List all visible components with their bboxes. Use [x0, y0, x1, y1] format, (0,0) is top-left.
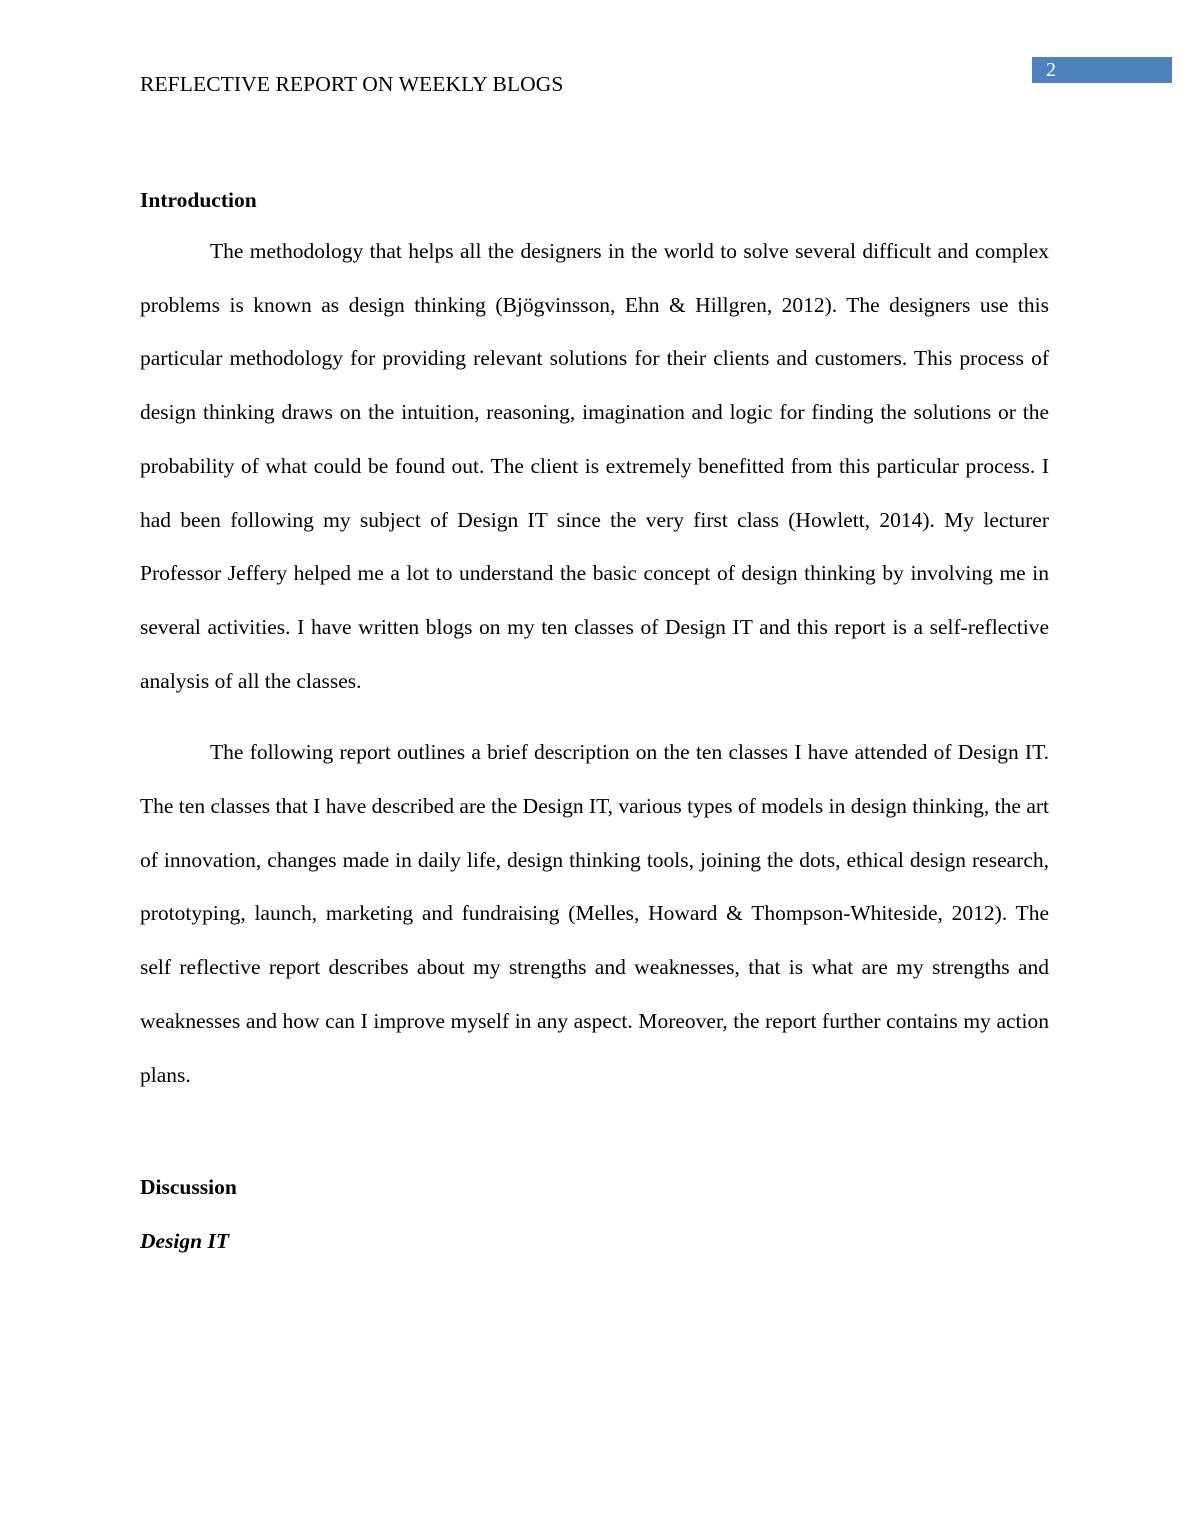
document-body: [140, 185, 1049, 1256]
running-head: REFLECTIVE REPORT ON WEEKLY BLOGS: [140, 72, 564, 96]
page-number: 2: [1032, 57, 1172, 83]
introduction-heading: Introduction: [140, 188, 257, 212]
discussion-heading: Discussion: [140, 1175, 237, 1200]
introduction-paragraph-2: The following report outlines a brief description on the ten classes I have attended of Design IT. The ten classes that I have described are the Design IT, various types of models in design thinking, the art of innovation, changes made in daily life, design thinking tools, joining the dots, ethical design research, prototyping, launch, marketing and fundraising (Melles, Howard & Thompson-Whiteside, 2012). The self reflective report describes about my strengths and weaknesses, that is what are my strengths and weaknesses and how can I improve myself in any aspect. Moreover, the report further contains my action plans.: [140, 740, 1049, 1087]
design-it-subheading: Design IT: [140, 1229, 229, 1254]
introduction-paragraph-1: The methodology that helps all the designers in the world to solve several difficult and complex problems is known as design thinking (Bjögvinsson, Ehn & Hillgren, 2012). The designers use this particular methodology for providing relevant solutions for their clients and customers. This process of design thinking draws on the intuition, reasoning, imagination and logic for finding the solutions or the probability of what could be found out. The client is extremely benefitted from this particular process. I had been following my subject of Design IT since the very first class (Howlett, 2014). My lecturer Professor Jeffery helped me a lot to understand the basic concept of design thinking by involving me in several activities. I have written blogs on my ten classes of Design IT and this report is a self-reflective analysis of all the classes.: [140, 239, 1049, 693]
